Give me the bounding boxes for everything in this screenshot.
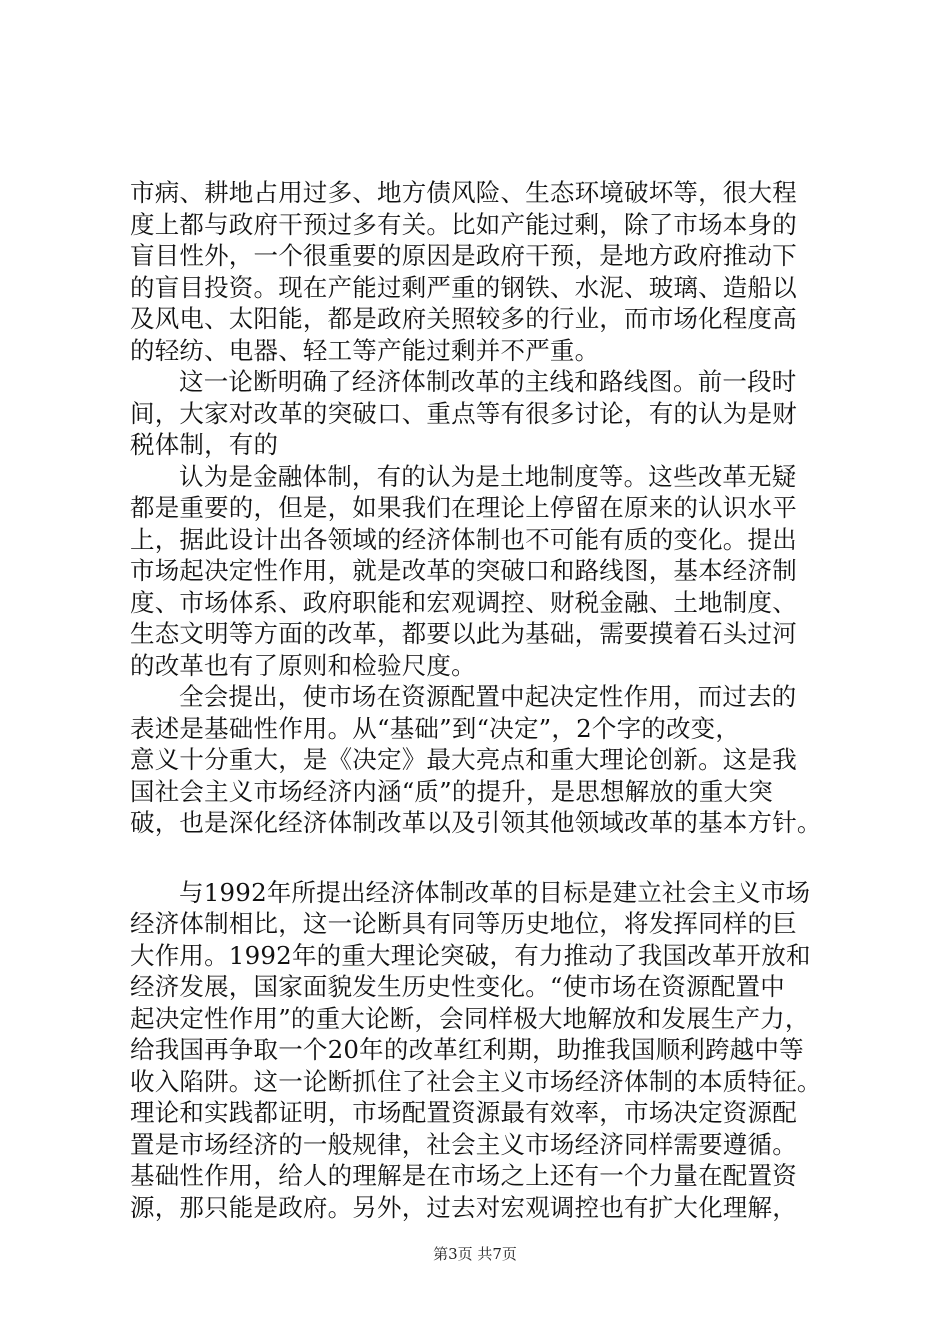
text-line: 的轻纺、电器、轻工等产能过剩并不严重。 — [130, 335, 600, 365]
text-line: 生态文明等方面的改革，都要以此为基础，需要摸着石头过河 — [130, 619, 797, 648]
text-line: 盲目性外，一个很重要的原因是政府干预，是地方政府推动下 — [130, 241, 797, 270]
text-line: 全会提出，使市场在资源配置中起决定性作用，而过去的 — [179, 682, 797, 711]
text-line: 起决定性作用”的重大论断，会同样极大地解放和发展生产力， — [130, 1003, 810, 1033]
text-line: 意义十分重大，是《决定》最大亮点和重大理论创新。这是我 — [130, 745, 797, 774]
paragraph-5 — [130, 877, 830, 1224]
document-body — [130, 177, 830, 1223]
text-line: 及风电、太阳能，都是政府关照较多的行业，而市场化程度高 — [130, 304, 797, 333]
text-line: 基础性作用，给人的理解是在市场之上还有一个力量在配置资 — [130, 1161, 797, 1190]
text-line: 间，大家对改革的突破口、重点等有很多讨论，有的认为是财 — [130, 398, 797, 428]
paragraph-2 — [130, 366, 830, 461]
text-line: 大作用。1992年的重大理论突破，有力推动了我国改革开放和 — [130, 940, 811, 970]
text-line: 这一论断明确了经济体制改革的主线和路线图。前一段时 — [179, 367, 797, 396]
text-line: 认为是金融体制，有的认为是土地制度等。这些改革无疑 — [179, 461, 797, 491]
text-line: 市场起决定性作用，就是改革的突破口和路线图，基本经济制 — [130, 556, 797, 585]
text-line: 的改革也有了原则和检验尺度。 — [130, 650, 476, 680]
text-line: 市病、耕地占用过多、地方债风险、生态环境破坏等，很大程 — [130, 178, 797, 207]
text-line: 度上都与政府干预过多有关。比如产能过剩，除了市场本身的 — [130, 209, 797, 239]
text-line: 的盲目投资。现在产能过剩严重的钢铁、水泥、玻璃、造船以 — [130, 272, 797, 302]
text-line: 源，那只能是政府。另外，过去对宏观调控也有扩大化理解， — [130, 1192, 797, 1222]
text-line: 都是重要的，但是，如果我们在理论上停留在原来的认识水平 — [130, 493, 797, 522]
text-line: 度、市场体系、政府职能和宏观调控、财税金融、土地制度、 — [130, 587, 797, 617]
paragraph-spacer — [130, 839, 830, 877]
text-line: 国社会主义市场经济内涵“质”的提升，是思想解放的重大突 — [130, 776, 773, 806]
text-line: 置是市场经济的一般规律，社会主义市场经济同样需要遵循。 — [130, 1129, 797, 1159]
paragraph-1 — [130, 177, 830, 366]
text-line: 给我国再争取一个20年的改革红利期，助推我国顺利跨越中等 — [130, 1035, 804, 1064]
text-line: 表述是基础性作用。从“基础”到“决定”，2个字的改变， — [130, 713, 741, 743]
text-line: 上，据此设计出各领域的经济体制也不可能有质的变化。提出 — [130, 524, 797, 554]
text-line: 理论和实践都证明，市场配置资源最有效率，市场决定资源配 — [130, 1098, 797, 1127]
text-line: 经济发展，国家面貌发生历史性变化。“使市场在资源配置中 — [130, 972, 785, 1001]
text-line: 税体制，有的 — [130, 430, 279, 459]
paragraph-4 — [130, 681, 830, 839]
text-line: 经济体制相比，这一论断具有同等历史地位，将发挥同样的巨 — [130, 909, 797, 938]
text-line: 与1992年所提出经济体制改革的目标是建立社会主义市场 — [179, 877, 811, 907]
paragraph-3 — [130, 461, 830, 682]
text-line: 破，也是深化经济体制改革以及引领其他领域改革的基本方针。 — [130, 808, 822, 837]
page-number-footer: 第3页 共7页 — [433, 1245, 517, 1263]
text-line: 收入陷阱。这一论断抓住了社会主义市场经济体制的本质特征。 — [130, 1066, 822, 1096]
